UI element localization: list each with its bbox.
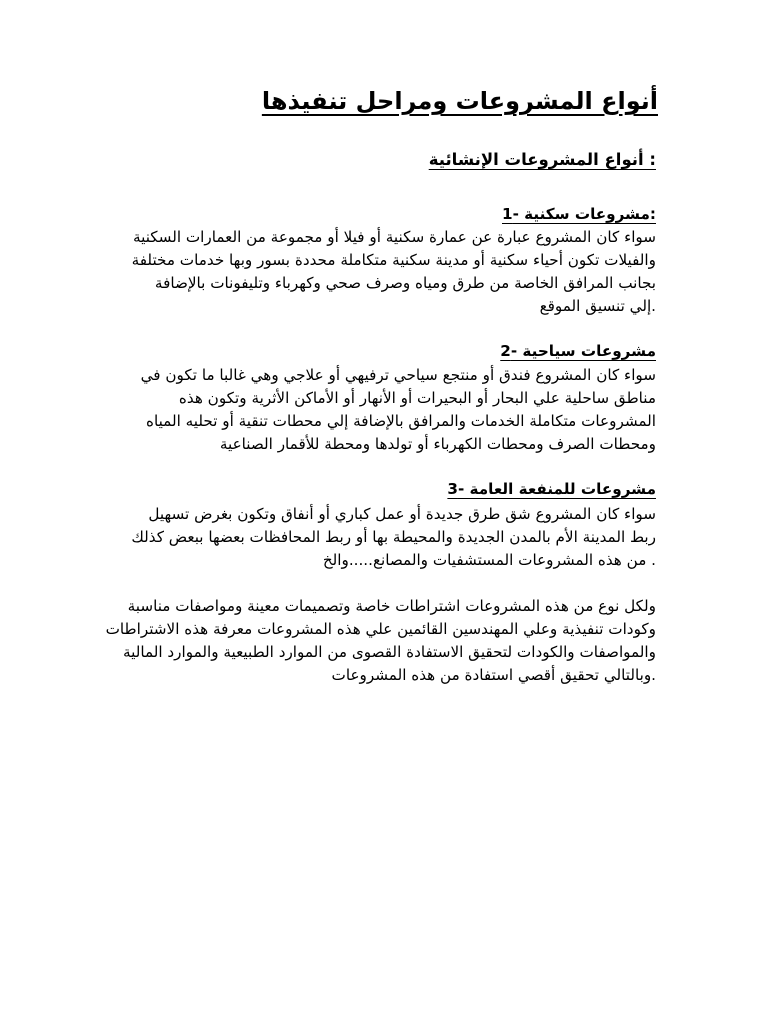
section-heading-public-utility: مشروعات للمنفعة العامة -3 — [447, 480, 656, 498]
closing-paragraph-line: ولكل نوع من هذه المشروعات اشتراطات خاصة وتصميمات معينة ومواصفات مناسبة — [127, 597, 656, 615]
paragraph-line: ربط المدينة الأم بالمدن الجديدة والمحيطة بها أو ربط المحافظات بعضها ببعض كذلك — [131, 528, 656, 546]
paragraph-line: سواء كان المشروع شق طرق جديدة أو عمل كباري أو أنفاق وتكون بغرض تسهيل — [148, 505, 656, 523]
section-heading-tourism: مشروعات سياحية -2 — [500, 342, 656, 360]
paragraph-line: والفيلات تكون أحياء سكنية أو مدينة سكنية متكاملة محددة بسور وبها خدمات مختلفة — [131, 251, 656, 269]
paragraph-line: ومحطات الصرف ومحطات الكهرباء أو تولدها ومحطة للأقمار الصناعية — [219, 435, 656, 453]
paragraph-line: سواء كان المشروع فندق أو منتجع سياحي ترفيهي أو علاجي وهي غالبا ما تكون في — [140, 366, 656, 384]
paragraph-line: .إلي تنسيق الموقع — [539, 297, 656, 315]
closing-paragraph-line: وكودات تنفيذية وعلي المهندسين القائمين علي هذه المشروعات معرفة هذه الاشتراطات — [105, 620, 656, 638]
section-heading-residential: :مشروعات سكنية -1 — [502, 205, 656, 223]
section-subtitle: : أنواع المشروعات الإنشائية — [428, 150, 656, 169]
closing-paragraph-line: والمواصفات والكودات لتحقيق الاستفادة القصوى من الموارد الطبيعية والموارد المالية — [122, 643, 656, 661]
paragraph-line: سواء كان المشروع عبارة عن عمارة سكنية أو فيلا أو مجموعة من العمارات السكنية — [132, 228, 656, 246]
paragraph-line: مناطق ساحلية علي البحار أو البحيرات أو الأنهار أو الأماكن الأثرية وتكون هذه — [178, 389, 656, 407]
page-title: أنواع المشروعات ومراحل تنفيذها — [261, 87, 658, 115]
paragraph-line: المشروعات متكاملة الخدمات والمرافق بالإضافة إلي محطات تنقية أو تحليه المياه — [146, 412, 656, 430]
paragraph-line: . من هذه المشروعات المستشفيات والمصانع.....والخ — [322, 551, 656, 569]
closing-paragraph-line: .وبالتالي تحقيق أقصي استفادة من هذه المشروعات — [331, 666, 656, 684]
paragraph-line: بجانب المرافق الخاصة من طرق ومياه وصرف صحي وكهرباء وتليفونات بالإضافة — [154, 274, 656, 292]
